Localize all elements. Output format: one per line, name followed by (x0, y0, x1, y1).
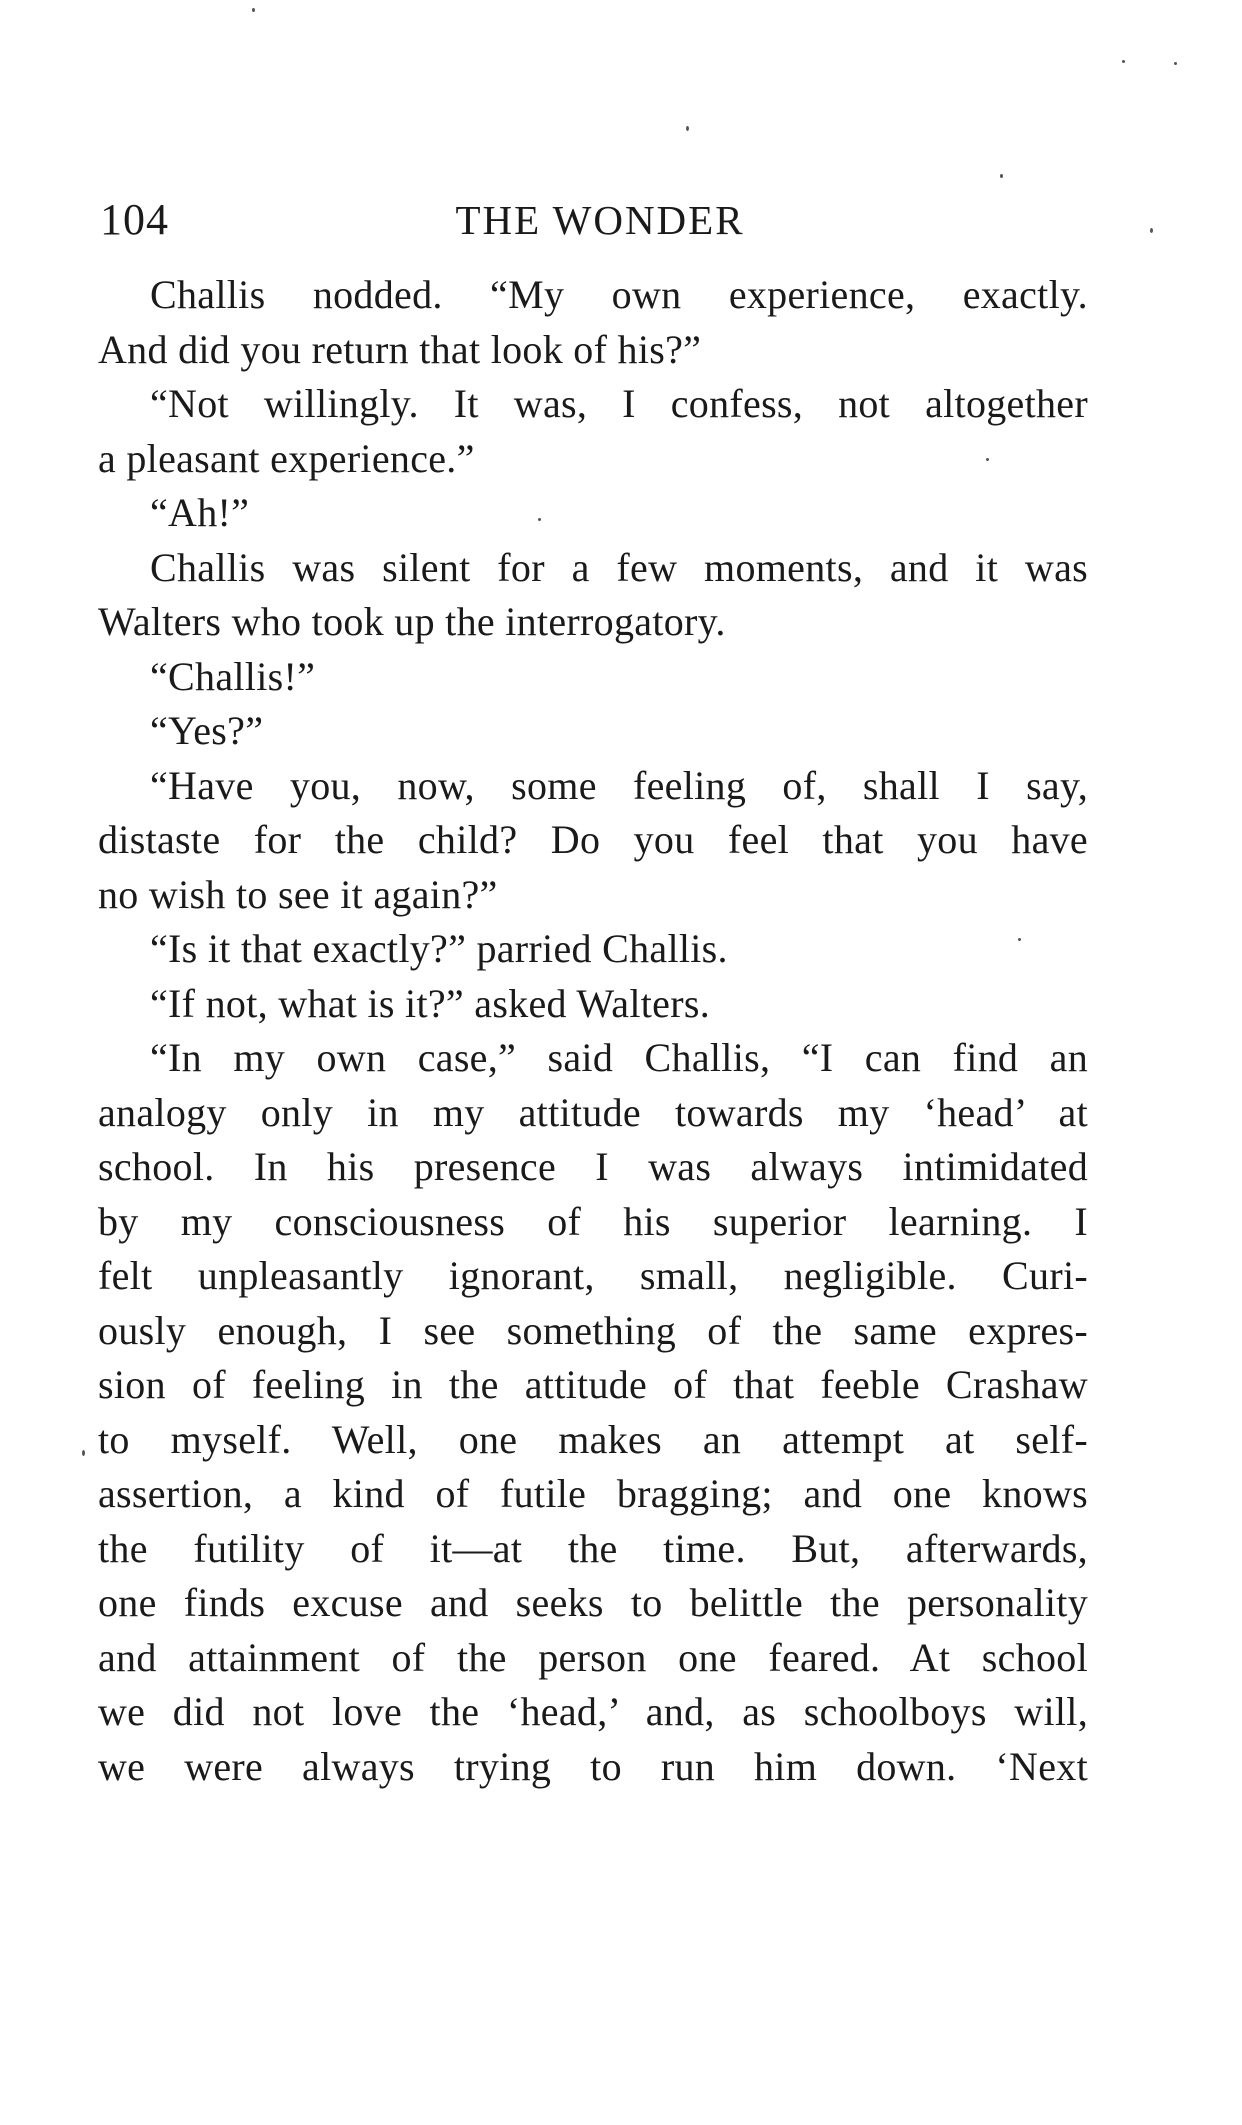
text-line: a pleasant experience.” (98, 435, 475, 481)
running-title: THE WONDER (455, 197, 745, 243)
text-line: one finds excuse and seeks to belittle the personality (98, 1580, 1088, 1625)
text-line: by my consciousness of his superior learning. I (98, 1198, 1088, 1244)
scan-speck (1122, 60, 1125, 63)
text-line: school. In his presence I was always intimidated (98, 1144, 1088, 1189)
scan-speck (686, 126, 689, 131)
text-line: ously enough, I see something of the same expres- (98, 1307, 1088, 1353)
text-line: “Have you, now, some feeling of, shall I say, (150, 762, 1088, 808)
text-line: Walters who took up the interrogatory. (98, 599, 726, 644)
text-line: no wish to see it again?” (98, 871, 498, 917)
scan-speck (1000, 174, 1003, 178)
text-line: “Yes?” (150, 708, 264, 753)
text-line: analogy only in my attitude towards my ‘head’ at (98, 1089, 1088, 1135)
page-header (100, 190, 1100, 250)
text-line: “Challis!” (150, 653, 316, 699)
text-line: Challis nodded. “My own experience, exactly. (150, 272, 1088, 317)
text-line: “In my own case,” said Challis, “I can find an (150, 1035, 1088, 1080)
scan-speck (82, 1450, 85, 1456)
text-line: and attainment of the person one feared. At school (98, 1634, 1088, 1680)
text-line: we did not love the ‘head,’ and, as schoolboys will, (98, 1689, 1088, 1734)
page-number: 104 (100, 195, 169, 244)
text-line: to myself. Well, one makes an attempt at self- (98, 1416, 1088, 1462)
scan-speck (252, 8, 255, 12)
scan-speck (1018, 938, 1021, 941)
text-line: “If not, what is it?” asked Walters. (150, 980, 710, 1026)
text-line: the futility of it—at the time. But, afterwards, (98, 1525, 1088, 1571)
body-text (98, 268, 1088, 1794)
text-line: Challis was silent for a few moments, and it was (150, 544, 1088, 590)
text-line: And did you return that look of his?” (98, 326, 702, 372)
scan-speck (1174, 62, 1177, 65)
scan-speck (986, 458, 989, 461)
scan-speck (538, 518, 541, 521)
text-line: distaste for the child? Do you feel that you have (98, 817, 1088, 862)
scan-speck (1150, 228, 1153, 233)
text-line: sion of feeling in the attitude of that feeble Crashaw (98, 1362, 1088, 1407)
text-line: “Not willingly. It was, I confess, not altogether (150, 381, 1088, 426)
text-line: felt unpleasantly ignorant, small, negligible. Curi- (98, 1253, 1088, 1298)
text-line: we were always trying to run him down. ‘Next (98, 1743, 1088, 1789)
text-line: assertion, a kind of futile bragging; and one knows (98, 1471, 1088, 1516)
text-line: “Is it that exactly?” parried Challis. (150, 926, 728, 971)
text-line: “Ah!” (150, 490, 250, 535)
